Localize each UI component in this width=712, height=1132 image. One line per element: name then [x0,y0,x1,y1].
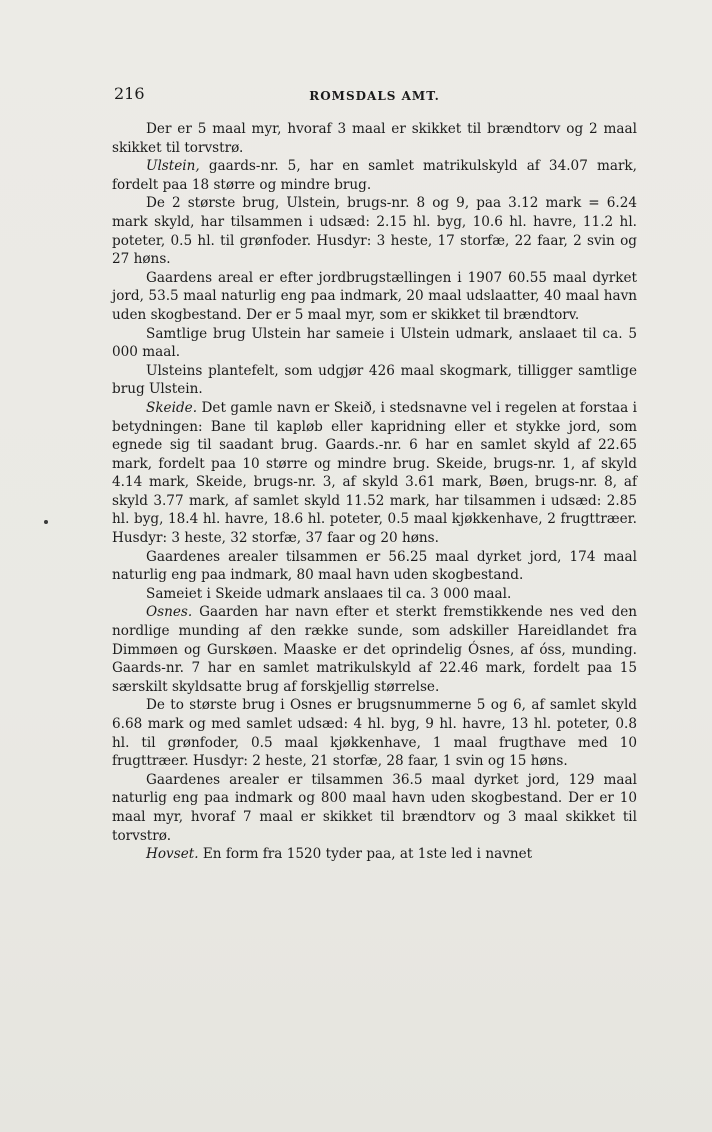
paragraph: Gaardenes arealer tilsammen er 56.25 maal dyrket jord, 174 maal naturlig eng paa indmark, 80 maal havn uden skogbestand. [112,548,637,584]
paragraph: Sameiet i Skeide udmark anslaaes til ca. 3 000 maal. [146,585,512,602]
paragraph: De 2 største brug, Ulstein, brugs-nr. 8 og 9, paa 3.12 mark = 6.24 mark skyld, har tilsammen i udsæd: 2.15 hl. byg, 10.6 hl. havre, 11.2 hl. poteter, 0.5 hl. til grønfoder. Husdyr: 3 heste, 17 storfæ, 22 faar, 2 svin og 27 høns. [112,195,637,268]
paragraph: Osnes. Gaarden har navn efter et sterkt fremstikkende nes ved den nordlige munding af den række sunde, som adskiller Hareidlandet fra Dimmøen og Gurskøen. Maaske er det oprindelig Ósnes, af óss, munding. Gaards-nr. 7 har en samlet matrikulskyld af 22.46 mark, fordelt paa 15 særskilt skyldsatte brug af forskjellig størrelse. [112,604,637,695]
running-head: ROMSDALS AMT. [309,89,440,103]
page-header [112,84,637,108]
farm-name: Skeide. [146,399,198,416]
paragraph: Gaardenes arealer er tilsammen 36.5 maal dyrket jord, 129 maal naturlig eng paa indmark og 800 maal havn uden skogbestand. Der er 10 maal myr, hvoraf 7 maal er skikket til brændtorv og 3 maal skikket til torvstrø. [112,771,637,844]
paragraph: Hovset. En form fra 1520 tyder paa, at 1ste led i navnet [146,846,533,863]
page-number: 216 [114,84,145,103]
margin-dot [44,520,48,524]
paragraph: Samtlige brug Ulstein har sameie i Ulstein udmark, anslaaet til ca. 5 000 maal. [112,325,637,361]
farm-name: Hovset. [146,846,199,863]
paragraph: Ulsteins plantefelt, som udgjør 426 maal skogmark, tilligger samtlige brug Ulstein. [112,362,637,398]
farm-name: Osnes. [146,604,193,621]
paragraph: De to største brug i Osnes er brugsnummerne 5 og 6, af samlet skyld 6.68 mark og med samlet udsæd: 4 hl. byg, 9 hl. havre, 13 hl. poteter, 0.8 hl. til grønfoder, 0.5 maal kjøkkenhave, 1 maal frugthave med 10 frugttræer. Husdyr: 2 heste, 21 storfæ, 28 faar, 1 svin og 15 høns. [112,697,637,770]
paragraph: Der er 5 maal myr, hvoraf 3 maal er skikket til brændtorv og 2 maal skikket til torvstrø. [112,121,637,156]
paragraph: Skeide. Det gamle navn er Skeið, i stedsnavne vel i regelen at forstaa i betydningen: Bane til kapløb eller kapridning eller et stykke jord, som egnede sig til saadant brug. Gaards.-nr. 6 har en samlet skyld af 22.65 mark, fordelt paa 10 større og mindre brug. Skeide, brugs-nr. 1, af skyld 4.14 mark, Skeide, brugs-nr. 3, af skyld 3.61 mark, Bøen, brugs-nr. 8, af skyld 3.77 mark, af samlet skyld 11.52 mark, har tilsammen i udsæd: 2.85 hl. byg, 18.4 hl. havre, 18.6 hl. poteter, 0.5 maal kjøkkenhave, 2 frugttræer. Husdyr: 3 heste, 32 storfæ, 37 faar og 20 høns. [112,399,637,547]
farm-name: Ulstein, [146,158,200,175]
paragraph: Gaardens areal er efter jordbrugstællingen i 1907 60.55 maal dyrket jord, 53.5 maal naturlig eng paa indmark, 20 maal udslaatter, 40 maal havn uden skogbestand. Der er 5 maal myr, som er skikket til brændtorv. [112,269,637,323]
body-text [112,120,637,864]
paragraph: Ulstein, gaards-nr. 5, har en samlet matrikulskyld af 34.07 mark, fordelt paa 18 større og mindre brug. [112,158,637,193]
